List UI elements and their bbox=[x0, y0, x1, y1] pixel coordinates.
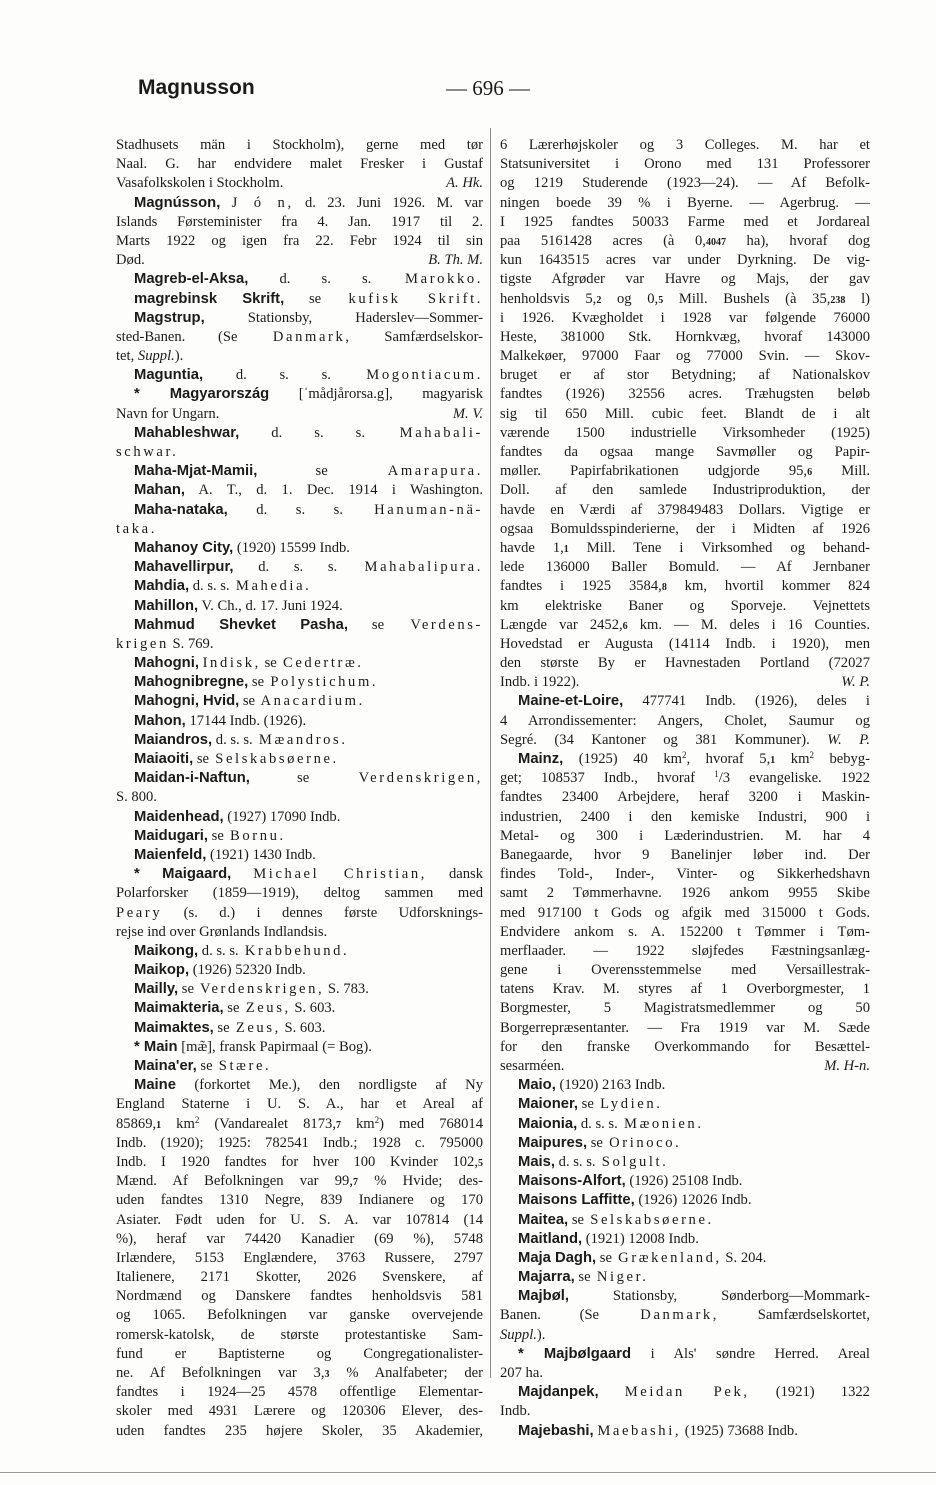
entry-line: Maidugari, se Bornu. bbox=[134, 827, 286, 844]
entry-line: Maipures, se Orinoco. bbox=[518, 1134, 682, 1151]
entry-line: * Majbølgaard i Als' søndre Herred. Areal bbox=[518, 1345, 870, 1362]
entry-line: Maiandros, d. s. s. Mæandros. bbox=[134, 731, 348, 748]
text-line: fund er Baptisterne og Congregationalister- bbox=[116, 1345, 483, 1362]
entry-line: Mahillon, V. Ch., d. 17. Juni 1924. bbox=[134, 597, 343, 614]
text-line: Marts 1922 og igen fra 22. Febr 1924 til sin bbox=[116, 232, 483, 249]
text-line: Navn for Ungarn. M. V. bbox=[116, 405, 483, 424]
text-line: krigen S. 769. bbox=[116, 635, 214, 652]
entry-line: Mahanoy City, (1920) 15599 Indb. bbox=[134, 539, 350, 556]
text-line: Banen. (Se Danmark, Samfærdselskortet, bbox=[500, 1307, 870, 1324]
entry-headword: Mahan, bbox=[134, 482, 185, 499]
text-line: Asiater. Født uden for U. S. A. var 107814 (14 bbox=[116, 1211, 483, 1228]
text-line: industrien, 2400 i den kemiske Industri, 900 i bbox=[500, 808, 870, 825]
entry-line: Mahan, A. T., d. 1. Dec. 1914 i Washington. bbox=[134, 482, 483, 499]
entry-line: Mahavellirpur, d. s. s. Mahabalipura. bbox=[134, 559, 483, 576]
text-line: Indb. i 1922). W. P. bbox=[500, 673, 870, 692]
text-line: taka. bbox=[116, 520, 157, 537]
text-line: Suppl.). bbox=[500, 1326, 546, 1343]
entry-headword: Maine bbox=[134, 1077, 176, 1094]
entry-headword: magrebinsk Skrift, bbox=[134, 290, 285, 307]
text-line: Naal. G. har endvidere malet Fresker i Gustaf bbox=[116, 156, 483, 173]
text-line: I 1925 fandtes 50033 Farme med et Jordareal bbox=[500, 213, 870, 230]
text-line: findes Told-, Inder-, Vinter- og Sikkerhedshavn bbox=[500, 866, 870, 883]
text-line: med 917100 t Gods og afgik med 315000 t Gods. bbox=[500, 904, 870, 921]
entry-line: Mahognibregne, se Polystichum. bbox=[134, 674, 379, 691]
text-line: og 1065. Befolkningen var ganske overvejende bbox=[116, 1307, 483, 1324]
entry-line: Maimakteria, se Zeus, S. 603. bbox=[134, 1000, 336, 1017]
text-line: Segré. (34 Kantoner og 381 Kommuner). W. P. bbox=[500, 731, 870, 748]
text-line: lede 136000 Baller Bomuld. — Af Jernbaner bbox=[500, 559, 870, 576]
text-line: fandtes i 1925 3584,8 km, hvortil kommer 824 bbox=[500, 578, 870, 595]
entry-headword: Magstrup, bbox=[134, 309, 205, 326]
entry-headword: Maiaoiti, bbox=[134, 751, 194, 767]
entry-headword: Maio, bbox=[518, 1077, 556, 1094]
entry-headword: Magnússon, bbox=[134, 194, 221, 211]
text-line: Indb. I 1920 fandtes for hver 100 Kvinder 102,5 bbox=[116, 1153, 483, 1170]
text-line: Nordmænd og Danskere fandtes henholdsvis 581 bbox=[116, 1288, 483, 1305]
entry-line: Mahogni, Indisk, se Cedertræ. bbox=[134, 655, 364, 672]
entry-headword: Maionia, bbox=[518, 1115, 578, 1132]
entry-line: magrebinsk Skrift, se kufisk Skrift. bbox=[134, 290, 483, 307]
text-line: ne. Af Befolkningen var 3,3 % Analfabeter; der bbox=[116, 1365, 483, 1381]
entry-line: Maidenhead, (1927) 17090 Indb. bbox=[134, 808, 341, 825]
entry-headword: Majarra, bbox=[518, 1269, 575, 1286]
text-line: Borgmester, 5 Magistratsmedlemmer og 50 bbox=[500, 1000, 870, 1017]
author-signature: W. P. bbox=[841, 674, 870, 691]
entry-line: Maitea, se Selskabsøerne. bbox=[518, 1211, 714, 1228]
page-number: — 696 — bbox=[446, 76, 530, 100]
text-line: fandtes i 1924—25 4578 offentlige Elementar- bbox=[116, 1384, 483, 1401]
entry-headword: Maimakteria, bbox=[134, 1000, 224, 1017]
entry-line: Maine (forkortet Me.), den nordligste af Ny bbox=[134, 1077, 483, 1094]
text-line: Malkekøer, 97000 Faar og 77000 Svin. — Skov- bbox=[500, 348, 870, 365]
text-line: %), heraf var 74420 Kanadier (69 %), 5748 bbox=[116, 1230, 483, 1247]
entry-headword: Mainz, bbox=[518, 751, 564, 767]
entry-headword: Mailly, bbox=[134, 981, 179, 998]
text-line: Irlændere, 5153 Englændere, 3763 Russere, 2797 bbox=[116, 1249, 483, 1266]
entry-line: * Maigaard, Michael Christian, dansk bbox=[134, 866, 483, 883]
left-column bbox=[116, 136, 483, 1441]
entry-headword: Maiandros, bbox=[134, 731, 213, 748]
entry-line: Majebashi, Maebashi, (1925) 73688 Indb. bbox=[518, 1422, 798, 1439]
text-line: havde 1,1 Mill. Tene i Virksomhed og behand- bbox=[500, 539, 870, 556]
author-signature: M. H-n. bbox=[824, 1058, 870, 1074]
entry-headword: Maitland, bbox=[518, 1230, 583, 1247]
text-line: samt 2 Tømmerhavne. 1926 ankom 9955 Skibe bbox=[500, 885, 870, 902]
text-line: Peary (s. d.) i dennes første Udforsknings- bbox=[116, 904, 483, 921]
text-line: Italienere, 2171 Skotter, 2026 Svenskere, af bbox=[116, 1269, 483, 1286]
text-line: gene i Overensstemmelse med Versaillestrak- bbox=[500, 962, 870, 979]
entry-line: Magreb-el-Aksa, d. s. s. Marokko. bbox=[134, 271, 483, 288]
text-line: Mænd. Af Befolkningen var 99,7 % Hvide; des- bbox=[116, 1173, 483, 1190]
entry-line: Maha-nataka, d. s. s. Hanuman-nä- bbox=[134, 501, 483, 518]
text-line: Statsuniversitet i Orono med 131 Professorer bbox=[500, 156, 870, 173]
text-line: og 1219 Studerende (1923—24). — Af Befolk- bbox=[500, 175, 870, 192]
text-line: tigste Afgrøder var Havre og Majs, der gav bbox=[500, 271, 870, 288]
text-line: England Staterne i U. S. A., har et Areal af bbox=[116, 1096, 483, 1113]
entry-line: Maidan-i-Naftun, se Verdenskrigen, bbox=[134, 770, 483, 787]
text-line: i 1926. Kvægholdet i 1928 var følgende 76000 bbox=[500, 309, 870, 326]
page-bottom-edge bbox=[0, 1472, 936, 1473]
text-line: Endvidere ankom s. A. 152200 t Tømmer i Tøm- bbox=[500, 923, 870, 940]
entry-headword: Mais, bbox=[518, 1153, 556, 1170]
entry-headword: Mahognibregne, bbox=[134, 674, 249, 691]
entry-headword: Maioner, bbox=[518, 1096, 579, 1113]
entry-headword: * Majbølgaard bbox=[518, 1345, 631, 1362]
entry-headword: Maipures, bbox=[518, 1134, 588, 1151]
text-line: sted-Banen. (Se Danmark, Samfærdselskor- bbox=[116, 328, 483, 345]
entry-line: Maio, (1920) 2163 Indb. bbox=[518, 1077, 666, 1094]
text-line: Borgerrepræsentanter. — Fra 1919 var M. Sæde bbox=[500, 1019, 870, 1036]
entry-headword: Maguntia, bbox=[134, 367, 204, 384]
entry-headword: Majebashi, bbox=[518, 1422, 594, 1439]
entry-line: * Main [mæ̃], fransk Papirmaal (= Bog). bbox=[134, 1038, 372, 1055]
entry-line: Maisons Laffitte, (1926) 12026 Indb. bbox=[518, 1192, 752, 1209]
text-line: 207 ha. bbox=[500, 1365, 543, 1381]
entry-headword: Maina'er, bbox=[134, 1058, 197, 1074]
text-line: S. 800. bbox=[116, 789, 157, 806]
text-line: for den franske Overkommando for Besættel- bbox=[500, 1038, 870, 1055]
entry-headword: * Magyarország bbox=[134, 386, 270, 403]
entry-headword: Mahmud Shevket Pasha, bbox=[134, 616, 349, 633]
entry-line: Maguntia, d. s. s. Mogontiacum. bbox=[134, 367, 483, 384]
text-line: schwar. bbox=[116, 444, 179, 460]
entry-line: Maitland, (1921) 12008 Indb. bbox=[518, 1230, 699, 1247]
entry-headword: * Maigaard, bbox=[134, 866, 232, 883]
text-line: fandtes (1926) 32556 acres. Træhugsten beløb bbox=[500, 386, 870, 403]
entry-line: Maja Dagh, se Grækenland, S. 204. bbox=[518, 1249, 767, 1266]
entry-headword: Mahogni, Hvid, bbox=[134, 693, 240, 710]
text-line: Indb. (1920); 1925: 782541 Indb.; 1928 c. 795000 bbox=[116, 1134, 483, 1151]
author-signature: W. P. bbox=[809, 731, 870, 748]
text-line: Indb. bbox=[500, 1403, 531, 1420]
text-line: get; 108537 Indb., hvoraf $^1$/3 evangeliske. 1922 bbox=[500, 769, 870, 787]
text-line: Død. B. Th. M. bbox=[116, 251, 483, 270]
entry-line: Mahdia, d. s. s. Mahedia. bbox=[134, 578, 312, 595]
entry-line: Maisons-Alfort, (1926) 25108 Indb. bbox=[518, 1173, 743, 1190]
entry-line: Maioner, se Lydien. bbox=[518, 1096, 663, 1113]
text-line: uden fandtes 1310 Negre, 839 Indianere og 170 bbox=[116, 1192, 483, 1209]
author-signature: M. V. bbox=[452, 405, 483, 422]
author-signature: B. Th. M. bbox=[428, 252, 483, 269]
text-line: romersk-katolsk, de største protestantiske Sam- bbox=[116, 1326, 483, 1343]
entry-headword: Maienfeld, bbox=[134, 846, 207, 863]
text-line: sesarméen. M. H-n. bbox=[500, 1057, 870, 1076]
text-line: Doll. af den samlede Industriproduktion, der bbox=[500, 482, 870, 499]
entry-headword: Mahon, bbox=[134, 712, 186, 729]
entry-line: Mahogni, Hvid, se Anacardium. bbox=[134, 693, 365, 710]
entry-line: Mahableshwar, d. s. s. Mahabali- bbox=[134, 424, 483, 441]
entry-line: Maha-Mjat-Mamii, se Amarapura. bbox=[134, 463, 483, 480]
entry-line: * Magyarország [ˈmådjårorsa.g], magyarisk bbox=[134, 386, 483, 403]
entry-headword: Mahavellirpur, bbox=[134, 559, 234, 576]
entry-line: Mahmud Shevket Pasha, se Verdens- bbox=[134, 616, 483, 633]
text-line: den største By er Havnestaden Portland (72027 bbox=[500, 655, 870, 672]
entry-line: Mailly, se Verdenskrigen, S. 783. bbox=[134, 981, 369, 998]
entry-headword: Maisons-Alfort, bbox=[518, 1173, 626, 1190]
text-line: 6 Lærerhøjskoler og 3 Colleges. M. har et bbox=[500, 137, 870, 153]
text-line: skoler med 4931 Lærere og 120306 Elever, des- bbox=[116, 1403, 483, 1420]
entry-headword: Maitea, bbox=[518, 1211, 569, 1228]
entry-line: Mais, d. s. s. Solgult. bbox=[518, 1153, 669, 1170]
entry-line: Magnússon, J ó n, d. 23. Juni 1926. M. var bbox=[134, 194, 483, 211]
column-rule bbox=[490, 128, 491, 1378]
text-line: Islands Førsteminister fra 4. Jan. 1917 til 2. bbox=[116, 213, 483, 230]
entry-line: Maikop, (1926) 52320 Indb. bbox=[134, 962, 306, 979]
text-line: Vasafolkskolen i Stockholm. A. Hk. bbox=[116, 174, 483, 193]
text-line: Længde var 2452,6 km. — M. deles i 16 Counties. bbox=[500, 616, 870, 633]
entry-line: Maine-et-Loire, 477741 Indb. (1926), deles i bbox=[518, 693, 870, 710]
entry-headword: Majbøl, bbox=[518, 1288, 569, 1305]
text-line: Stadhusets män i Stockholm), gerne med tør bbox=[116, 137, 483, 153]
text-line: fandtes da ogsaa mange Savmøller og Papir- bbox=[500, 444, 870, 460]
text-line: Heste, 381000 Stk. Hornkvæg, hvoraf 143000 bbox=[500, 328, 870, 345]
text-line: bruget er af stor Betydning; af Nationalskov bbox=[500, 367, 870, 384]
text-line: Metal- og 300 i Læderindustrien. M. har 4 bbox=[500, 827, 870, 844]
text-line: rejse ind over Grønlands Indlandsis. bbox=[116, 923, 328, 940]
text-line: sig til 650 Mill. cubic feet. Blandt de i alt bbox=[500, 405, 870, 422]
text-line: kun 1643515 acres var under Dyrkning. De vig- bbox=[500, 252, 870, 269]
entry-headword: Maikop, bbox=[134, 962, 190, 979]
entry-line: Maikong, d. s. s. Krabbehund. bbox=[134, 942, 350, 959]
entry-headword: Maisons Laffitte, bbox=[518, 1192, 635, 1209]
entry-line: Maienfeld, (1921) 1430 Indb. bbox=[134, 846, 316, 863]
entry-headword: Maja Dagh, bbox=[518, 1249, 597, 1266]
entry-line: Majarra, se Niger. bbox=[518, 1269, 649, 1286]
text-line: havde en Værdi af 379849483 Dollars. Vigtige er bbox=[500, 501, 870, 518]
entry-line: Maimaktes, se Zeus, S. 603. bbox=[134, 1019, 326, 1036]
text-line: tet, Suppl.). bbox=[116, 348, 184, 365]
running-header bbox=[0, 76, 936, 108]
author-signature: A. Hk. bbox=[446, 175, 483, 192]
text-line: værende 1500 industrielle Virksomheder (1925) bbox=[500, 424, 870, 441]
entry-line: Maiaoiti, se Selskabsøerne. bbox=[134, 751, 339, 767]
entry-headword: Maine-et-Loire, bbox=[518, 693, 624, 710]
entry-line: Majbøl, Stationsby, Sønderborg—Mommark- bbox=[518, 1288, 870, 1305]
entry-line: Majdanpek, Meidan Pek, (1921) 1322 bbox=[518, 1384, 870, 1401]
entry-headword: Maidugari, bbox=[134, 827, 208, 844]
entry-headword: Maha-Mjat-Mamii, bbox=[134, 463, 258, 480]
entry-line: Maionia, d. s. s. Mæonien. bbox=[518, 1115, 704, 1132]
text-line: møller. Papirfabrikationen udgjorde 95,6 Mill. bbox=[500, 463, 870, 480]
entry-headword: Mahableshwar, bbox=[134, 424, 240, 441]
entry-headword: Mahogni, bbox=[134, 655, 199, 672]
entry-headword: Maimaktes, bbox=[134, 1019, 214, 1036]
text-line: Hovedstad er Augusta (14114 Indb. i 1920), men bbox=[500, 635, 870, 652]
text-line: Banegaarde, hvor 9 Banelinjer løber ind. Der bbox=[500, 846, 870, 863]
entry-headword: Mahanoy City, bbox=[134, 539, 234, 556]
text-line: paa 5161428 acres (à 0,4047 ha), hvoraf dog bbox=[500, 232, 870, 249]
entry-line: Maina'er, se Stære. bbox=[134, 1058, 272, 1074]
text-line: ogsaa Bomuldsspinderierne, der i Midten af 1926 bbox=[500, 520, 870, 537]
entry-headword: Maidenhead, bbox=[134, 808, 224, 825]
entry-headword: Mahdia, bbox=[134, 578, 190, 595]
entry-headword: * Main bbox=[134, 1038, 178, 1055]
text-line: henholdsvis 5,2 og 0,5 Mill. Bushels (à 35,238 l) bbox=[500, 290, 870, 307]
entry-headword: Maha-nataka, bbox=[134, 501, 228, 518]
right-column bbox=[500, 136, 870, 1441]
header-catchword: Magnusson bbox=[138, 76, 255, 99]
text-line: ningen boede 39 % i Byerne. — Agerbrug. — bbox=[500, 194, 870, 211]
text-line: uden fandtes 235 højere Skoler, 35 Akademier, bbox=[116, 1422, 483, 1439]
entry-headword: Maidan-i-Naftun, bbox=[134, 770, 250, 787]
entry-headword: Mahillon, bbox=[134, 597, 199, 614]
text-line: fandtes 23400 Arbejdere, heraf 3200 i Maskin- bbox=[500, 789, 870, 806]
entry-line: Magstrup, Stationsby, Haderslev—Sommer- bbox=[134, 309, 483, 326]
entry-headword: Magreb-el-Aksa, bbox=[134, 271, 249, 288]
text-line: 4 Arrondissementer: Angers, Cholet, Saumur og bbox=[500, 712, 870, 729]
entry-line: Mainz, (1925) 40 $km^2$, hvoraf 5,1 $km^2$ bebyg- bbox=[518, 750, 870, 767]
text-line: Polarforsker (1859—1919), deltog sammen med bbox=[116, 885, 483, 902]
text-line: merflaader. — 1922 sløjfedes Fæstningsanlæg- bbox=[500, 942, 870, 959]
entry-line: Mahon, 17144 Indb. (1926). bbox=[134, 712, 307, 729]
text-line: km elektriske Baner og Sporveje. Vejnettets bbox=[500, 597, 870, 614]
text-line: tatens Krav. M. styres af 1 Overborgmester, 1 bbox=[500, 981, 870, 998]
entry-headword: Majdanpek, bbox=[518, 1384, 599, 1401]
text-line: 85869,1 $km^2$ (Vandarealet 8173,7 $km^2$) med 768014 bbox=[116, 1114, 483, 1132]
entry-headword: Maikong, bbox=[134, 942, 199, 959]
